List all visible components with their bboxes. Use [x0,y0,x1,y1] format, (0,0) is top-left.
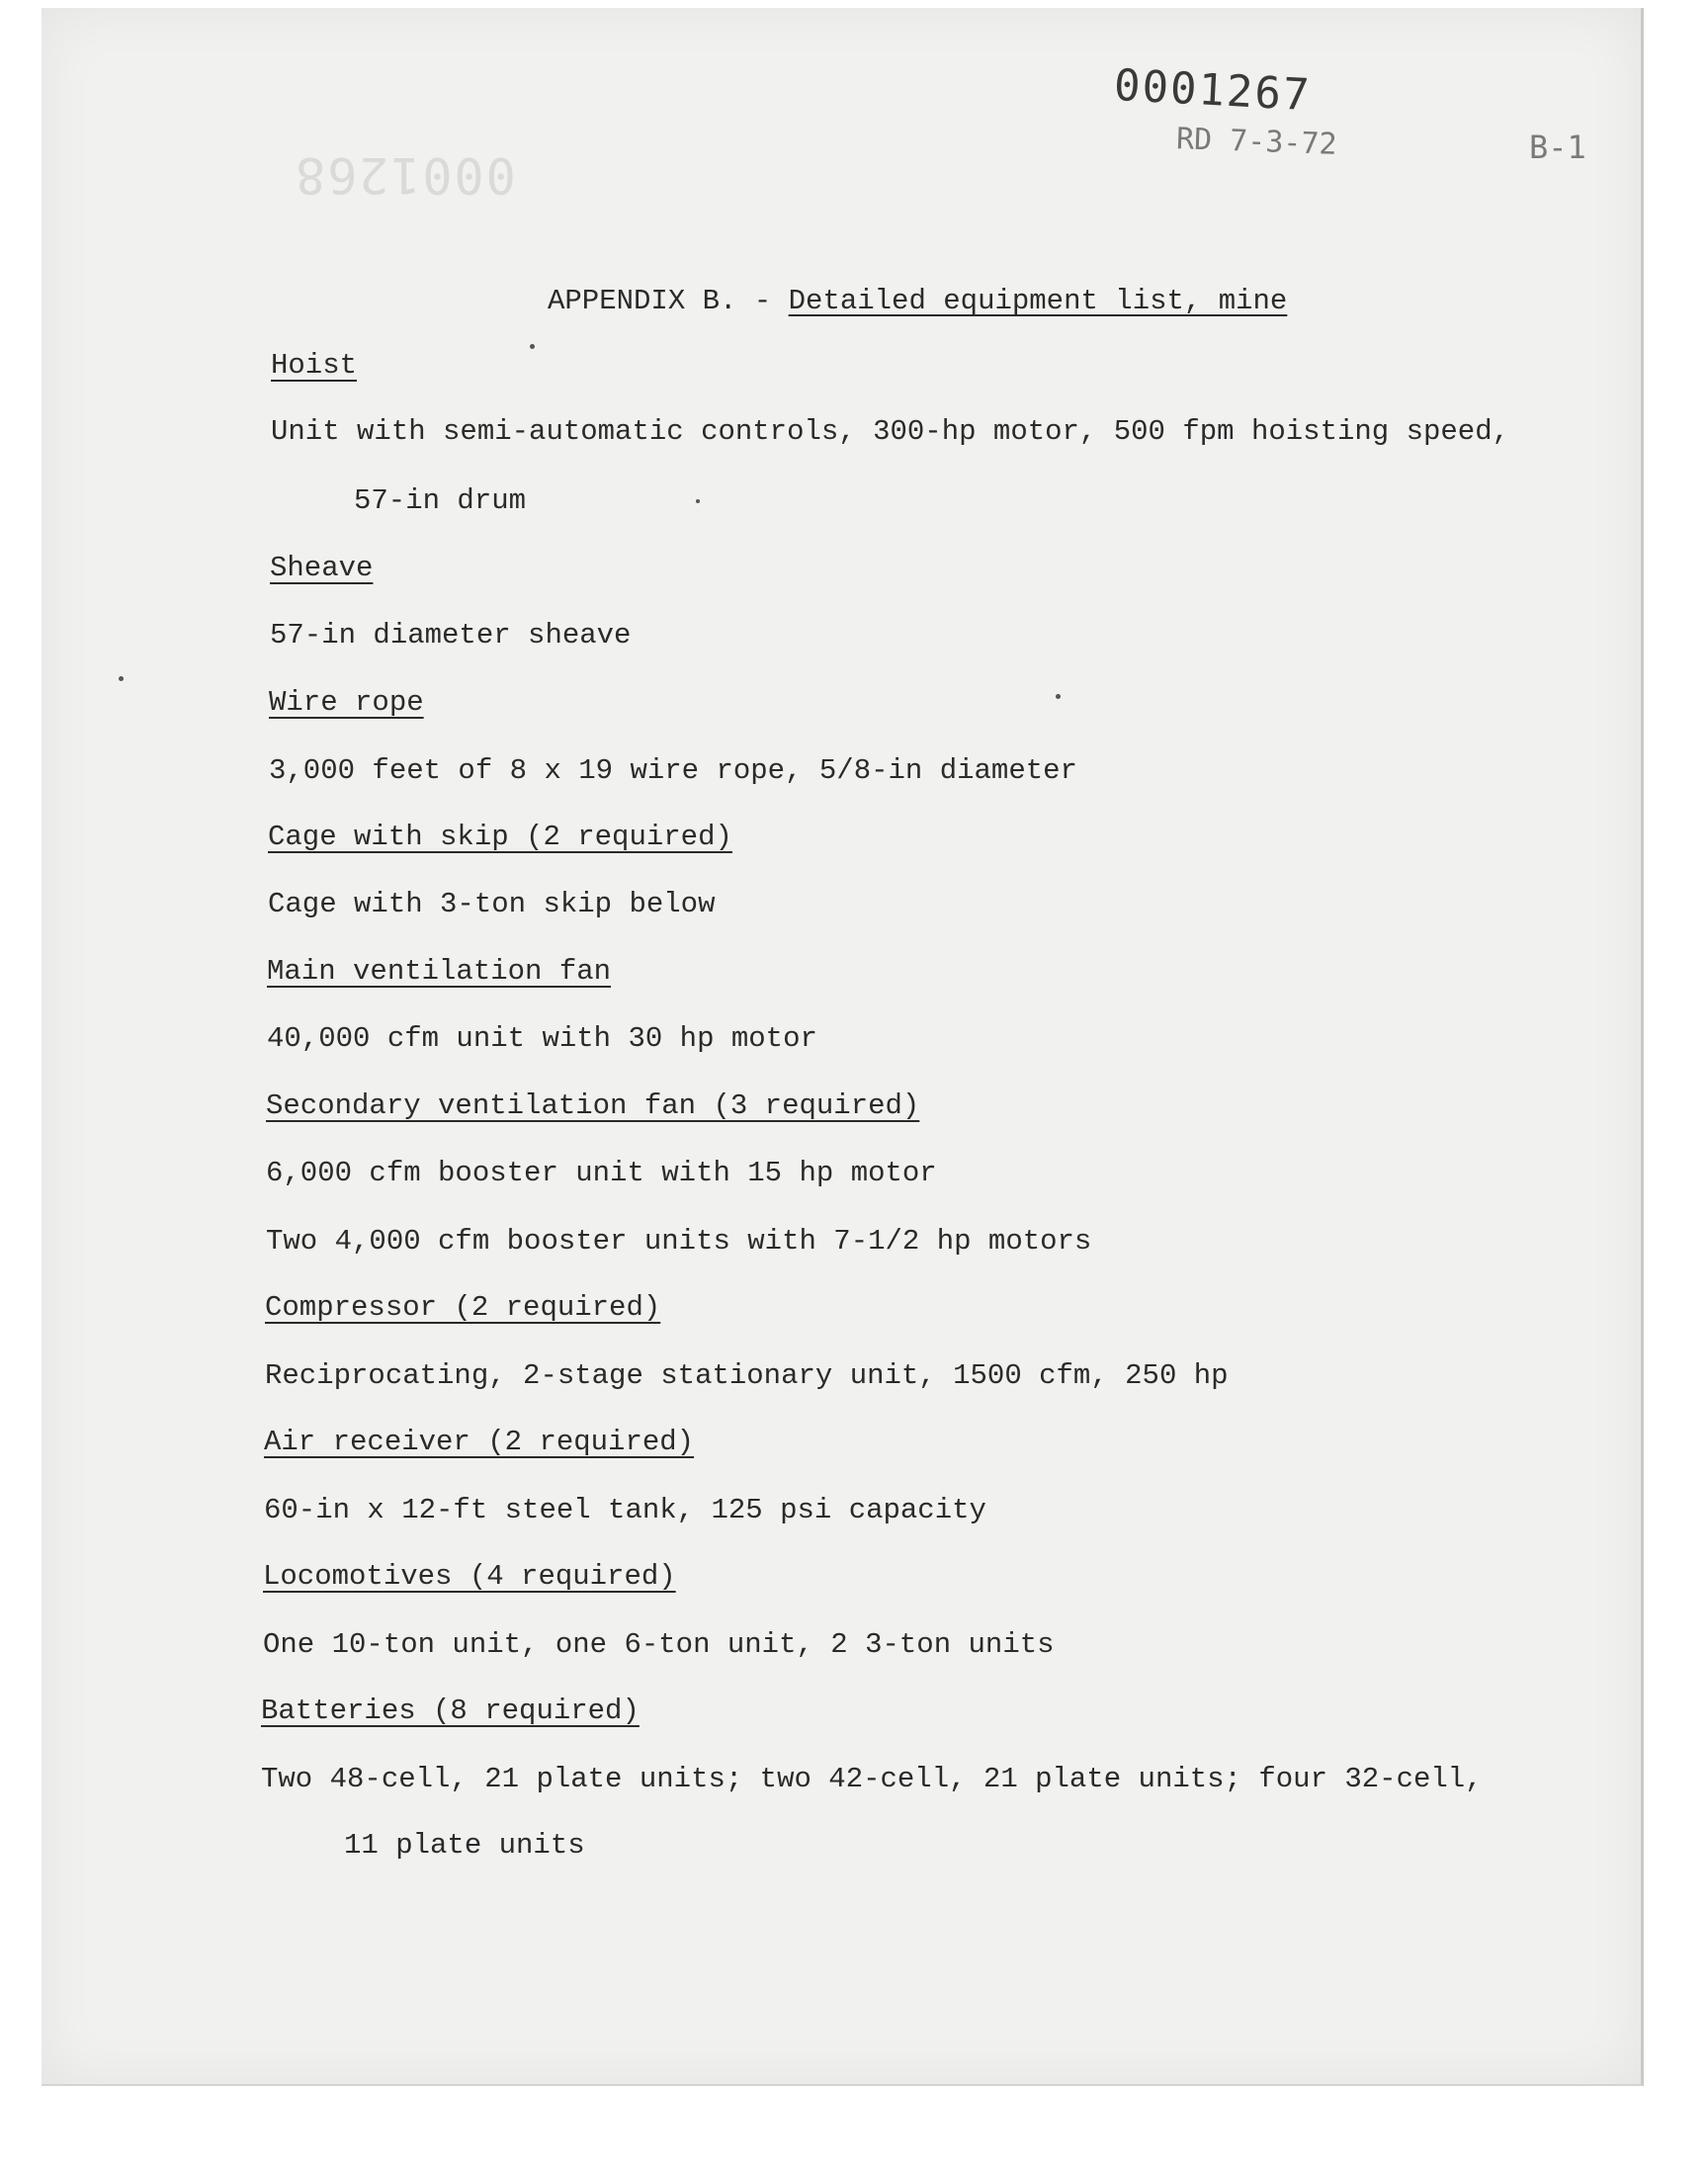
section-heading-batteries: Batteries (8 required) [261,1695,640,1727]
cage-line-1: Cage with 3-ton skip below [268,888,716,920]
stamp-number: 0001267 [1112,59,1313,122]
hoist-line-2: 57-in drum [354,484,527,517]
section-heading-compressor: Compressor (2 required) [265,1291,661,1324]
title-prefix: APPENDIX B. - [548,285,789,317]
compressor-line-1: Reciprocating, 2-stage stationary unit, 1500 cfm, 250 hp [265,1359,1229,1392]
section-heading-sheave: Sheave [270,552,374,584]
document-page [42,8,1644,2086]
section-heading-hoist: Hoist [271,349,358,382]
secondary-fan-line-2: Two 4,000 cfm booster units with 7-1/2 hp motors [266,1225,1092,1258]
main-fan-line-1: 40,000 cfm unit with 30 hp motor [267,1022,817,1055]
wire-rope-line-1: 3,000 feet of 8 x 19 wire rope, 5/8-in diameter [269,754,1077,787]
section-heading-air-receiver: Air receiver (2 required) [264,1426,695,1458]
section-heading-secondary-ventilation-fan: Secondary ventilation fan (3 required) [266,1089,920,1122]
section-heading-main-ventilation-fan: Main ventilation fan [267,955,612,988]
scan-speck [119,676,124,681]
document-title [548,285,1287,317]
ghost-stamp-number: 0001268 [294,146,516,204]
scan-speck [696,499,700,503]
section-heading-locomotives: Locomotives (4 required) [263,1560,676,1593]
stamp-date: RD 7-3-72 [1175,122,1338,162]
section-heading-wire-rope: Wire rope [269,686,424,719]
air-receiver-line-1: 60-in x 12-ft steel tank, 125 psi capacity [264,1494,986,1526]
title-underlined: Detailed equipment list, mine [788,285,1288,317]
batteries-line-1: Two 48-cell, 21 plate units; two 42-cell, 21 plate units; four 32-cell, [261,1763,1483,1795]
secondary-fan-line-1: 6,000 cfm booster unit with 15 hp motor [266,1157,937,1189]
scan-speck [530,344,535,349]
sheave-line-1: 57-in diameter sheave [270,619,632,652]
section-heading-cage-with-skip: Cage with skip (2 required) [268,821,732,853]
scan-speck [1056,694,1061,699]
page-code: B-1 [1529,129,1586,166]
batteries-line-2: 11 plate units [344,1829,585,1862]
hoist-line-1: Unit with semi-automatic controls, 300-hp motor, 500 fpm hoisting speed, [271,415,1510,448]
locomotives-line-1: One 10-ton unit, one 6-ton unit, 2 3-ton units [263,1628,1055,1661]
